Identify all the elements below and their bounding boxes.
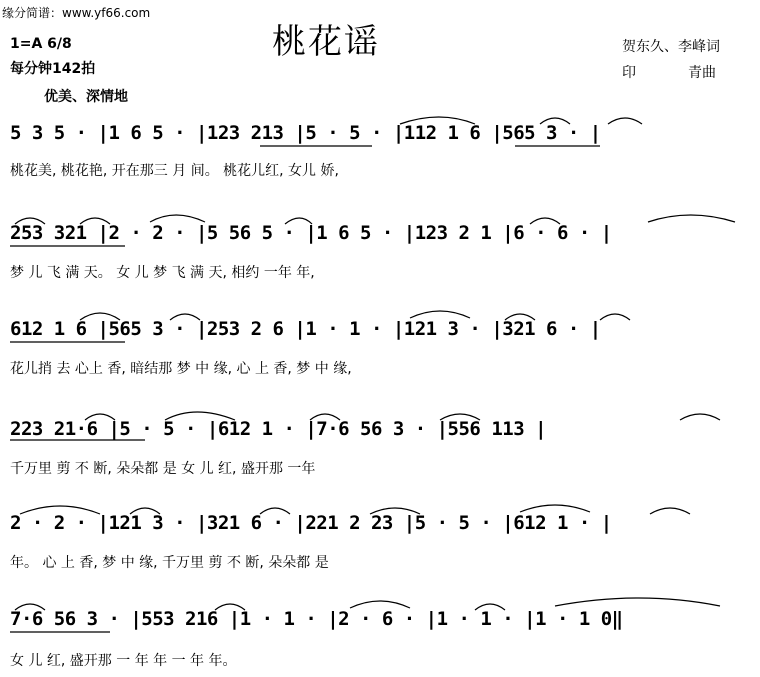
slur-arc xyxy=(80,313,120,320)
score-row-3-notes: 612 1 6 |565 3 · |253 2 6 |1 · 1 · |121 3 · |321 6 · | xyxy=(10,318,601,340)
slur-arc xyxy=(130,508,160,514)
composer-credit-part1: 印 xyxy=(622,65,636,81)
expression-marking: 优美、深情地 xyxy=(44,89,128,105)
site-watermark: 缘分简谱：www.yf66.com xyxy=(2,6,151,20)
score-row-1-notes: 5 3 5 · |1 6 5 · |123 213 |5 · 5 · |112 1 6 |565 3 · | xyxy=(10,122,601,144)
score-row-5-notes: 2 · 2 · |121 3 · |321 6 · |221 2 23 |5 · 5 · |612 1 · | xyxy=(10,512,612,534)
slur-arc xyxy=(170,314,200,320)
tie-arc xyxy=(150,215,205,222)
song-title: 桃花谣 xyxy=(272,22,380,62)
slur-arc xyxy=(540,118,570,124)
key-signature: 1=A 6/8 xyxy=(10,36,72,52)
slur-arc xyxy=(600,314,630,320)
slur-arc xyxy=(680,414,720,420)
score-row-6-notes: 7·6 56 3 · |553 216 |1 · 1 · |2 · 6 · |1 · 1 · |1 · 1 0‖ xyxy=(10,608,623,630)
tie-arc xyxy=(410,311,470,318)
slur-arc xyxy=(505,314,535,320)
slur-arc xyxy=(215,604,245,610)
tie-arc xyxy=(20,506,100,514)
tie-arc xyxy=(648,215,735,222)
slur-arc xyxy=(370,508,420,514)
slur-arc xyxy=(475,604,505,610)
slur-arc xyxy=(260,508,290,514)
score-row-3-lyrics: 花儿捎 去 心上 香, 暗结那 梦 中 缘, 心 上 香, 梦 中 缘, xyxy=(10,361,352,377)
slur-arc xyxy=(15,218,45,224)
tie-arc xyxy=(400,117,475,124)
slur-arc xyxy=(85,414,115,420)
tie-arc xyxy=(165,412,235,420)
slur-arc xyxy=(80,218,110,224)
score-row-2-notes: 253 321 |2 · 2 · |5 56 5 · |1 6 5 · |123 2 1 |6 · 6 · | xyxy=(10,222,612,244)
slur-arc xyxy=(15,604,45,610)
slur-arc xyxy=(310,414,340,420)
composer-credit-part2: 青曲 xyxy=(688,65,716,81)
slur-arc xyxy=(650,508,690,514)
score-row-4-lyrics: 千万里 剪 不 断, 朵朵都 是 女 儿 红, 盛开那 一年 xyxy=(10,461,316,477)
slur-arc xyxy=(608,118,642,124)
score-row-2-lyrics: 梦 儿 飞 满 天。 女 儿 梦 飞 满 天, 相约 一年 年, xyxy=(10,265,315,281)
score-row-6-lyrics: 女 儿 红, 盛开那 一 年 年 一 年 年。 xyxy=(10,653,237,669)
tempo-marking: 每分钟142拍 xyxy=(10,61,96,77)
slur-arc xyxy=(285,218,312,224)
tie-arc xyxy=(350,601,410,608)
tie-arc xyxy=(555,598,720,606)
score-row-4-notes: 223 21·6 |5 · 5 · |612 1 · |7·6 56 3 · |556 113 | xyxy=(10,418,547,440)
score-row-5-lyrics: 年。 心 上 香, 梦 中 缘, 千万里 剪 不 断, 朵朵都 是 xyxy=(10,555,329,571)
score-row-1-lyrics: 桃花美, 桃花艳, 开在那三 月 间。 桃花儿红, 女儿 娇, xyxy=(10,163,339,179)
slur-arc xyxy=(440,414,480,420)
lyricist-credit: 贺东久、李峰词 xyxy=(622,39,720,55)
tie-arc xyxy=(520,505,590,512)
slur-arc xyxy=(530,218,560,224)
